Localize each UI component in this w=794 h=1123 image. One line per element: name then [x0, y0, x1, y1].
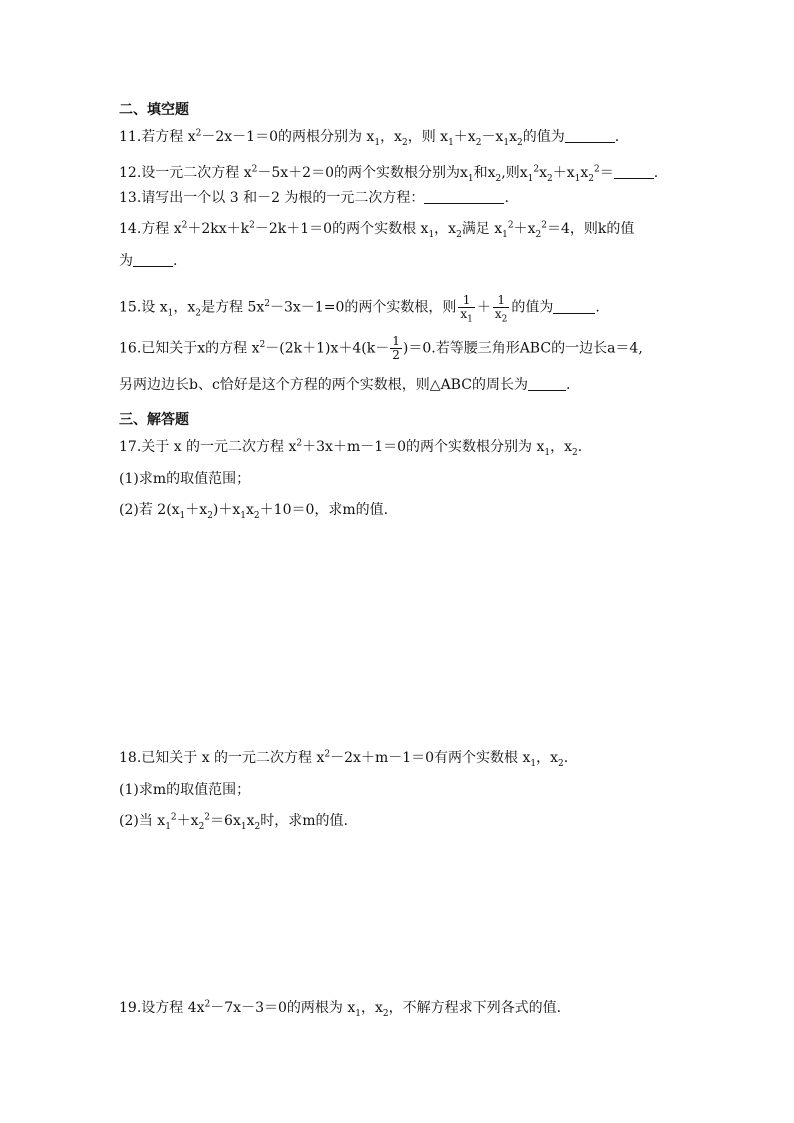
- q16-sup: 2: [259, 339, 266, 350]
- q15-text: ，x: [173, 299, 196, 316]
- q14-sub: 1: [428, 229, 435, 240]
- fraction-numerator: 1: [493, 294, 510, 308]
- q19-text: －7x－3＝0的两根为 x: [210, 1000, 356, 1016]
- q14-text: 14.方程 x: [119, 221, 182, 237]
- q15-text: 15.设 x: [119, 299, 168, 316]
- q11-text: .: [614, 129, 620, 145]
- question-14-cont: [119, 251, 177, 271]
- answer-blank[interactable]: [133, 252, 173, 267]
- q12-text: .: [653, 165, 659, 181]
- q11-sub: 1: [448, 137, 454, 148]
- q11-text: －x: [481, 129, 504, 145]
- q18-sub: 2: [558, 758, 564, 769]
- question-18-part1: [119, 780, 250, 800]
- fraction-1-over-x2: [493, 293, 510, 325]
- q11-sub: 2: [475, 137, 482, 148]
- question-12: [119, 163, 658, 183]
- q11-sub: 1: [374, 137, 381, 148]
- q14-text: 为: [119, 253, 133, 269]
- q15-text: －3x－1=0的两个实数根，则: [270, 299, 457, 316]
- q15-text: ＋: [476, 299, 491, 316]
- q15-sub: 2: [501, 314, 508, 325]
- q13-text: .: [504, 190, 509, 206]
- question-17: [119, 437, 582, 457]
- q11-text: x: [509, 129, 517, 145]
- q11-text: ＋x: [453, 129, 476, 145]
- section-heading-answer: [119, 410, 189, 430]
- q11-sup: 2: [195, 128, 202, 139]
- q18-sub: 1: [165, 821, 171, 832]
- q14-sub: 2: [535, 229, 542, 240]
- question-14: [119, 219, 634, 239]
- q12-sup: 2: [594, 164, 600, 175]
- fraction-numerator: 1: [458, 294, 475, 308]
- q11-text: ，x: [380, 129, 402, 145]
- q15-text: 是方程 5x: [201, 299, 265, 316]
- q17-text: ＋3x＋m－1＝0的两个实数根分别为 x: [302, 439, 545, 455]
- q14-text: ＋2kx＋k: [187, 221, 250, 237]
- answer-blank[interactable]: [614, 164, 654, 179]
- answer-blank[interactable]: [565, 128, 615, 143]
- q18-sub: 1: [530, 758, 537, 769]
- q14-sup: 2: [181, 220, 188, 231]
- q15-text: 的值为: [511, 299, 554, 316]
- q17-sub: 2: [253, 510, 260, 521]
- q16-text: 16.已知关于x的方程 x: [119, 340, 260, 357]
- q17-text: 17.关于 x 的一元二次方程 x: [119, 439, 297, 455]
- q18-text: ＋x: [176, 813, 199, 829]
- q18-text: ＝6x: [210, 813, 241, 829]
- q19-sub: 2: [382, 1008, 389, 1019]
- q14-sup: 2: [249, 220, 255, 231]
- fraction-one-half: [390, 335, 402, 362]
- q12-sub: 2: [588, 173, 594, 184]
- q18-text: 18.已知关于 x 的一元二次方程 x: [119, 750, 325, 766]
- q18-text: ，x: [536, 750, 559, 766]
- question-16: [119, 335, 643, 362]
- question-19: [119, 998, 561, 1018]
- q17-text: x: [246, 502, 254, 518]
- q12-text: ＝: [599, 165, 614, 181]
- q17-text: ，x: [550, 439, 573, 455]
- q14-sub: 2: [456, 229, 462, 240]
- section-heading-text: 三、解答题: [119, 412, 189, 428]
- q17-sup: 2: [296, 438, 303, 449]
- q18-text: (1)求m的取值范围；: [119, 782, 251, 798]
- q15-text: .: [595, 299, 600, 316]
- q14-text: ，x: [434, 221, 457, 237]
- q19-text: 19.设方程 4x: [119, 1000, 205, 1016]
- q18-sup: 2: [204, 812, 211, 823]
- q17-sub: 1: [179, 510, 186, 521]
- q14-sub: 1: [502, 229, 508, 240]
- q18-sub: 2: [254, 821, 261, 832]
- question-18-part2: [119, 811, 348, 831]
- q17-sub: 2: [572, 447, 578, 458]
- q14-text: .: [173, 253, 178, 269]
- q18-text: 时，求m的值.: [260, 813, 348, 829]
- q17-sub: 1: [240, 510, 247, 521]
- q17-sub: 2: [207, 510, 213, 521]
- q19-text: ，不解方程求下列各式的值.: [388, 1000, 562, 1016]
- answer-blank[interactable]: [528, 376, 566, 391]
- q12-text: x: [580, 165, 589, 181]
- q17-sub: 1: [544, 447, 551, 458]
- q12-sub: 2: [495, 173, 502, 184]
- question-15: [119, 293, 600, 325]
- fraction-denominator: [493, 307, 510, 325]
- q14-text: 满足 x: [461, 221, 503, 237]
- section-heading-fill-in: [119, 100, 189, 120]
- q12-text: x: [539, 165, 547, 181]
- q12-text: 和x: [473, 165, 496, 181]
- q17-text: ＋10＝0，求m的值.: [259, 502, 389, 518]
- fraction-denominator: [458, 307, 475, 325]
- q14-sup: 2: [541, 220, 548, 231]
- q16-text: －(2k＋1)x＋4(k－: [265, 340, 390, 357]
- q18-sub: 2: [198, 821, 205, 832]
- q16-text: .: [565, 377, 571, 393]
- q16-text: 另两边边长b、c恰好是这个方程的两个实数根，则△ABC的周长为: [119, 377, 528, 393]
- q15-text: x: [494, 307, 502, 321]
- q19-text: ，x: [360, 1000, 383, 1016]
- question-16-cont: [119, 375, 570, 395]
- q12-sup: 2: [533, 164, 540, 175]
- q18-text: (2)当 x: [119, 813, 166, 829]
- q12-sub: 2: [546, 173, 553, 184]
- q18-sub: 1: [240, 821, 247, 832]
- q12-sub: 1: [467, 173, 474, 184]
- question-17-part2: [119, 500, 388, 520]
- q11-text: 11.若方程 x: [119, 129, 196, 145]
- q17-text: (2)若 2(x: [119, 502, 180, 518]
- q11-text: ，则 x: [407, 129, 449, 145]
- q19-sup: 2: [204, 999, 211, 1010]
- q14-text: －2k＋1＝0的两个实数根 x: [254, 221, 429, 237]
- q12-text: ,则x: [501, 165, 528, 181]
- q15-sub: 1: [467, 314, 473, 325]
- answer-blank[interactable]: [553, 299, 595, 314]
- q12-sub: 1: [574, 173, 581, 184]
- question-11: [119, 127, 619, 147]
- q18-sup: 2: [170, 812, 177, 823]
- q17-text: .: [577, 439, 583, 455]
- q15-sup: 2: [264, 298, 270, 309]
- q18-text: .: [563, 750, 569, 766]
- q14-text: ＝4，则k的值: [547, 221, 635, 237]
- q18-text: －2x＋m－1＝0有两个实数根 x: [330, 750, 531, 766]
- q12-text: ＋x: [552, 165, 575, 181]
- q17-text: )＋x: [212, 502, 241, 518]
- q12-text: －5x＋2＝0的两个实数根分别为x: [257, 165, 468, 181]
- q11-sub: 2: [401, 137, 408, 148]
- q11-sub: 1: [503, 137, 510, 148]
- q11-sub: 2: [516, 137, 523, 148]
- fraction-1-over-x1: [458, 293, 475, 325]
- q19-sub: 1: [355, 1008, 361, 1019]
- question-17-part1: [119, 469, 250, 489]
- q15-sub: 1: [167, 308, 174, 319]
- fraction-denominator: 2: [392, 348, 400, 362]
- q17-text: (1)求m的取值范围；: [119, 471, 251, 487]
- q18-sup: 2: [324, 749, 331, 760]
- q12-text: 12.设一元二次方程 x: [119, 165, 252, 181]
- q11-text: 的值为: [522, 129, 565, 145]
- q12-sub: 1: [527, 173, 534, 184]
- q17-text: ＋x: [185, 502, 208, 518]
- answer-blank[interactable]: [424, 189, 504, 204]
- q15-sub: 2: [195, 308, 201, 319]
- q18-text: x: [246, 813, 255, 829]
- q16-text: )＝0.若等腰三角形ABC的一边长a＝4,: [402, 340, 643, 357]
- q14-sup: 2: [507, 220, 514, 231]
- question-13: [119, 188, 509, 208]
- q11-text: －2x－1＝0的两根分别为 x: [201, 129, 375, 145]
- q13-text: 13.请写出一个以 3 和－2 为根的一元二次方程：: [119, 190, 425, 206]
- section-heading-text: 二、填空题: [119, 102, 189, 118]
- q15-text: x: [460, 307, 468, 321]
- question-18: [119, 748, 568, 768]
- q12-sup: 2: [251, 164, 258, 175]
- q14-text: ＋x: [513, 221, 536, 237]
- fraction-numerator: 1: [392, 334, 400, 348]
